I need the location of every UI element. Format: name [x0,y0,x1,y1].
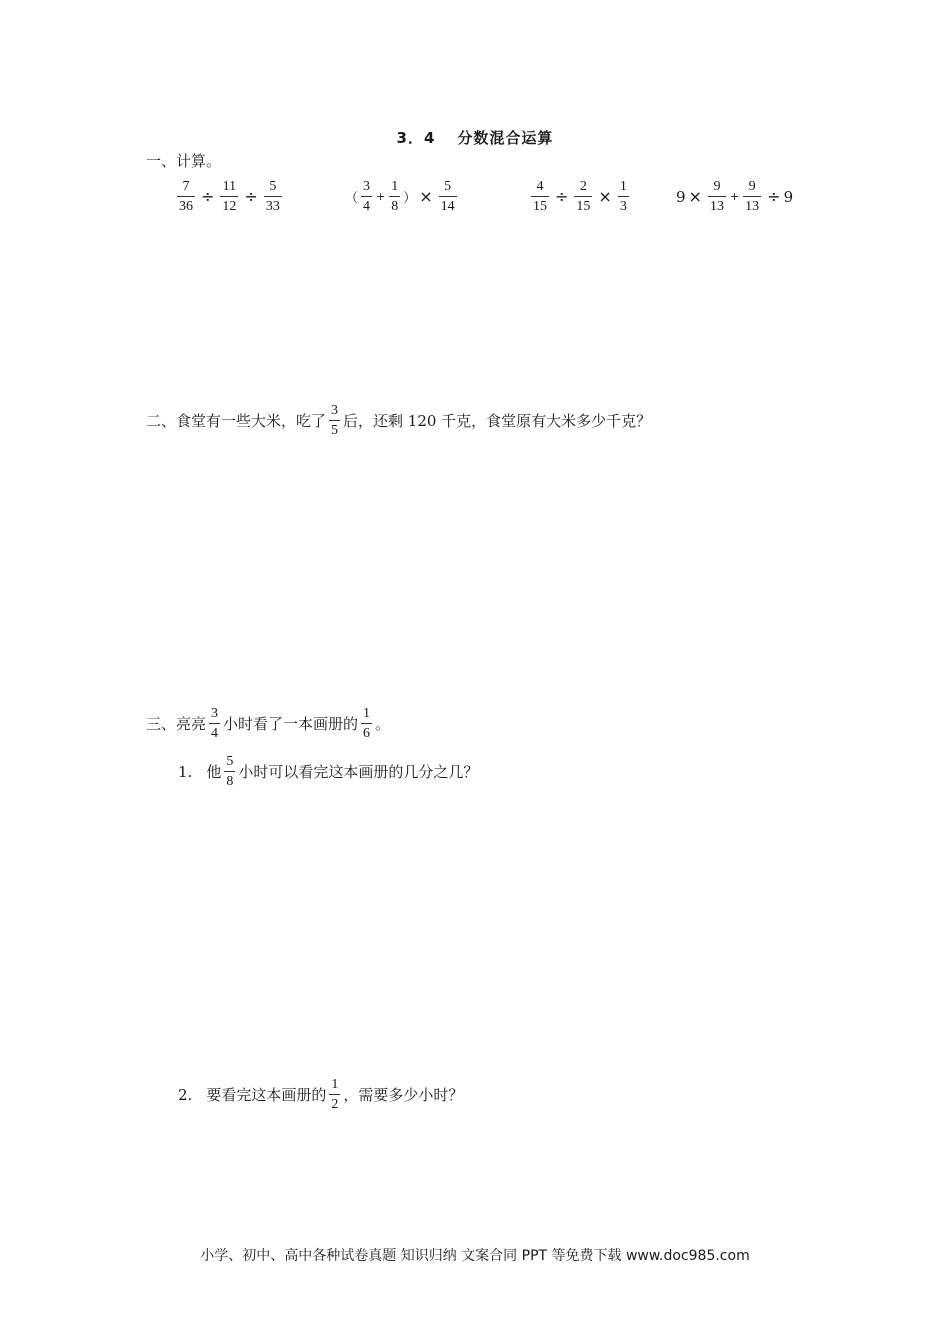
expr-2: （ $\frac{3}{4}$ + $\frac{1}{8}$ ） × $\frac{5}{14}$ [345,179,455,214]
section1-heading: 一、计算。 [146,152,222,170]
fraction: $\frac{9}{13}$ [745,179,760,214]
fraction: $\frac{11}{12}$ [222,179,237,214]
title-text: 分数混合运算 [457,129,554,147]
footer-text: 小学、初中、高中各种试卷真题 知识归纳 文案合同 PPT 等免费下载 www.doc985.com [200,1248,750,1264]
page-title [0,127,950,148]
fraction: $\frac{5}{14}$ [440,179,455,214]
fraction: $\frac{3}{4}$ [211,706,219,741]
section2-question: 二、食堂有一些大米，吃了 $\frac{3}{5}$ 后，还剩 120 千克，食堂原有大米多少千克？ [146,403,652,438]
fraction: $\frac{5}{33}$ [265,179,280,214]
fraction: $\frac{3}{5}$ [331,403,339,438]
expr-1: $\frac{7}{36}$ ÷ $\frac{11}{12}$ ÷ $\frac{5}{33}$ [179,179,280,214]
title-number: 3．4 [396,129,436,147]
fraction: $\frac{2}{15}$ [576,179,591,214]
section3-question: 三、亮亮 $\frac{3}{4}$ 小时看了一本画册的 $\frac{1}{6}$ 。 [146,706,391,741]
fraction: $\frac{1}{6}$ [363,706,371,741]
expr-3: $\frac{4}{15}$ ÷ $\frac{2}{15}$ × $\frac{1}{3}$ [533,179,627,214]
fraction: $\frac{4}{15}$ [533,179,547,214]
fraction: $\frac{3}{4}$ [363,179,371,214]
fraction: $\frac{7}{36}$ [179,179,193,214]
fraction: $\frac{1}{2}$ [331,1077,339,1112]
fraction: $\frac{5}{8}$ [226,754,234,789]
section3-subquestion-1: 1. 他 $\frac{5}{8}$ 小时可以看完这本画册的几分之几？ [178,754,479,789]
expr-4: 9 × $\frac{9}{13}$ + $\frac{9}{13}$ ÷ 9 [676,179,794,214]
section3-subquestion-2: 2. 要看完这本画册的 $\frac{1}{2}$ ，需要多少小时？ [178,1077,464,1112]
fraction: $\frac{1}{8}$ [391,179,399,214]
fraction: $\frac{1}{3}$ [619,179,627,214]
fraction: $\frac{9}{13}$ [709,179,724,214]
